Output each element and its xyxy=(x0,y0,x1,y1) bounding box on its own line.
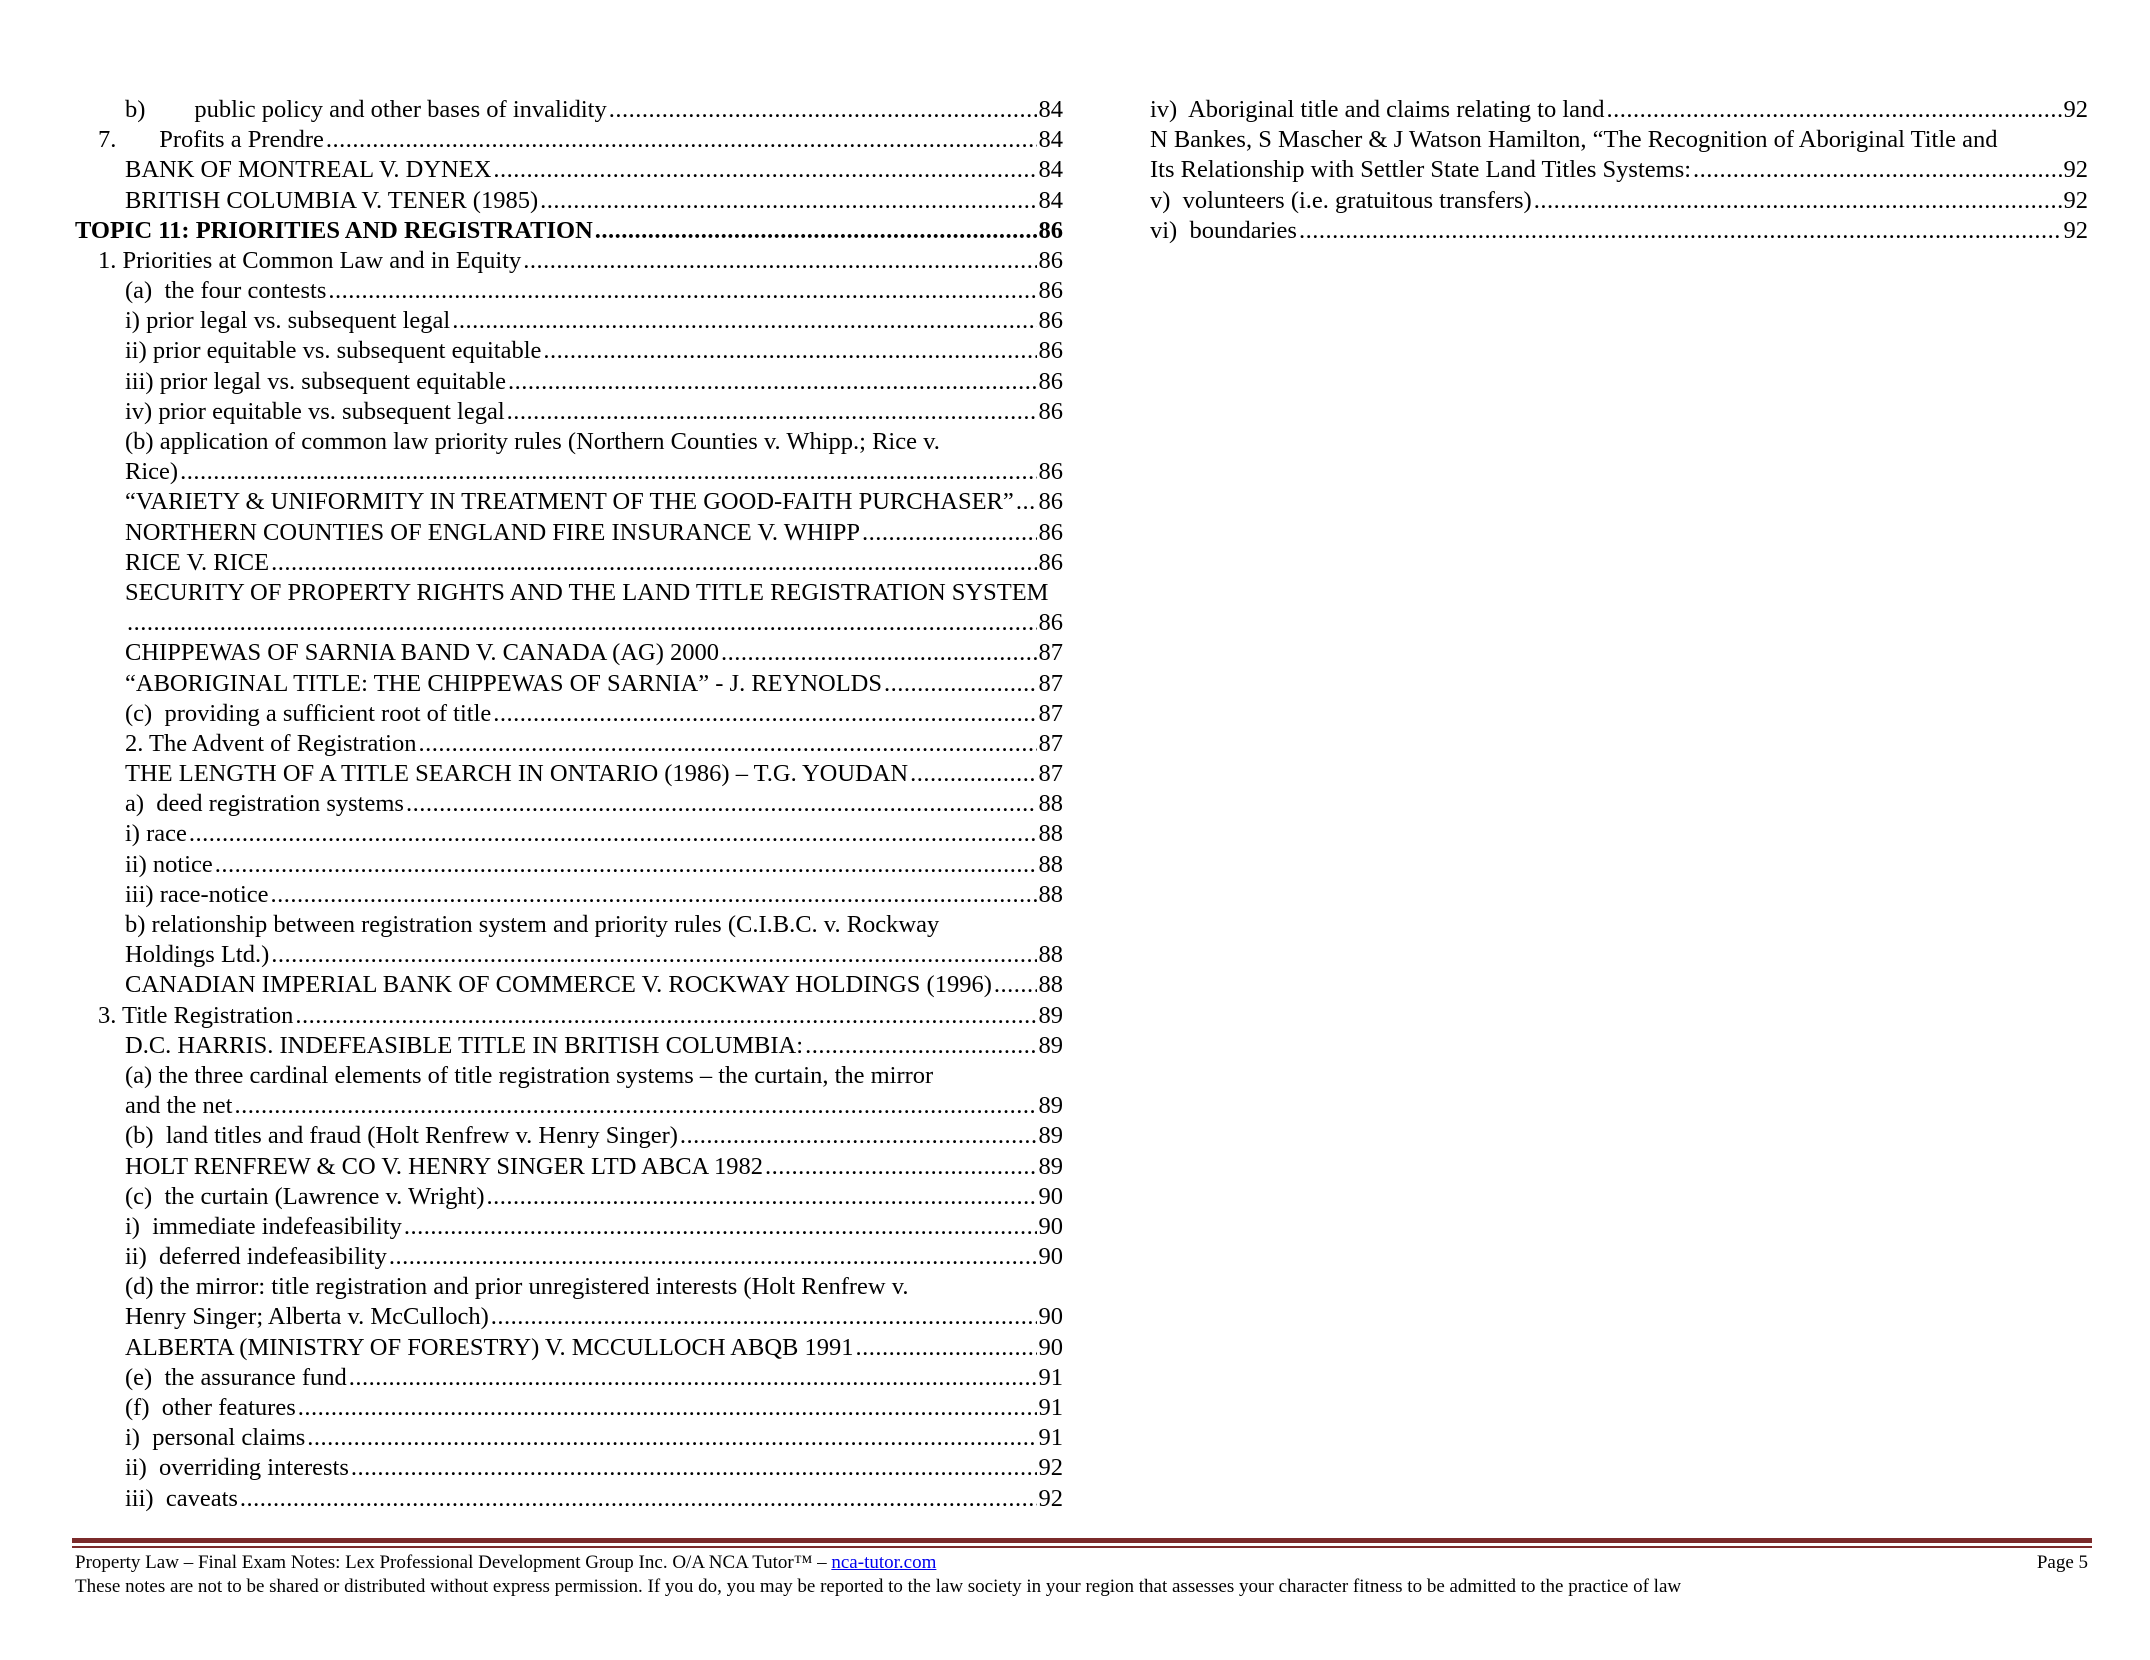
toc-entry-page: 89 xyxy=(1038,1001,1063,1029)
toc-entry-text: N Bankes, S Mascher & J Watson Hamilton, “The Recognition of Aboriginal Title and xyxy=(1150,126,1998,154)
dot-leader xyxy=(351,1453,1037,1483)
dot-leader xyxy=(1607,95,2062,125)
toc-entry-page: 88 xyxy=(1038,971,1063,999)
dot-leader xyxy=(765,1152,1036,1182)
toc-entry-label: i) race xyxy=(125,820,187,848)
dot-leader xyxy=(543,336,1036,366)
toc-entry-page: 86 xyxy=(1038,458,1063,486)
dot-leader xyxy=(389,1242,1037,1272)
toc-entry-page: 89 xyxy=(1038,1031,1063,1059)
dot-leader xyxy=(307,1423,1036,1453)
toc-entry-label: 2. The Advent of Registration xyxy=(125,729,417,757)
dot-leader xyxy=(189,819,1037,849)
toc-entry-page: 86 xyxy=(1038,307,1063,335)
toc-entry-label: THE LENGTH OF A TITLE SEARCH IN ONTARIO (1986) – T.G. YOUDAN xyxy=(125,760,909,788)
dot-leader xyxy=(418,729,1036,759)
dot-leader xyxy=(271,548,1036,578)
toc-entry-label: (a) the four contests xyxy=(125,277,327,305)
toc-entry-page: 86 xyxy=(1038,548,1063,576)
dot-leader xyxy=(680,1121,1037,1151)
toc-entry[interactable] xyxy=(75,276,1063,306)
toc-entry[interactable] xyxy=(75,1423,1063,1453)
toc-entry-label: ii) deferred indefeasibility xyxy=(125,1243,387,1271)
toc-left-column xyxy=(75,95,1063,1514)
toc-entry-label: Henry Singer; Alberta v. McCulloch) xyxy=(125,1303,489,1331)
toc-entry[interactable] xyxy=(75,1212,1063,1242)
dot-leader xyxy=(180,457,1036,487)
toc-entry-label: (e) the assurance fund xyxy=(125,1363,347,1391)
dot-leader xyxy=(884,669,1037,699)
footer-line xyxy=(75,1552,2088,1574)
dot-leader xyxy=(507,397,1037,427)
toc-entry[interactable] xyxy=(75,789,1063,819)
toc-entry-label: (b) land titles and fraud (Holt Renfrew v. Henry Singer) xyxy=(125,1122,678,1150)
toc-entry-page: 89 xyxy=(1038,1092,1063,1120)
toc-entry-label: a) deed registration systems xyxy=(125,790,404,818)
toc-entry[interactable] xyxy=(75,1121,1063,1151)
toc-entry-label: (c) the curtain (Lawrence v. Wright) xyxy=(125,1182,485,1210)
footer-rule-thin xyxy=(72,1546,2092,1548)
toc-entry-page: 89 xyxy=(1038,1122,1063,1150)
toc-entry-page: 88 xyxy=(1038,790,1063,818)
toc-entry-page: 84 xyxy=(1038,186,1063,214)
dot-leader xyxy=(328,276,1036,306)
toc-entry[interactable] xyxy=(75,397,1063,427)
toc-entry[interactable] xyxy=(75,337,1063,367)
toc-entry[interactable] xyxy=(75,759,1063,789)
footer-rule-thick xyxy=(72,1538,2092,1543)
toc-entry[interactable] xyxy=(75,970,1063,1000)
toc-entry-label: and the net xyxy=(125,1092,233,1120)
toc-entry[interactable] xyxy=(75,850,1063,880)
toc-entry-label: ALBERTA (MINISTRY OF FORESTRY) V. MCCULLOCH ABQB 1991 xyxy=(125,1333,854,1361)
footer-title-text: Property Law – Final Exam Notes: Lex Professional Development Group Inc. O/A NCA Tutor™ – xyxy=(75,1552,832,1573)
dot-leader xyxy=(215,850,1037,880)
dot-leader xyxy=(493,155,1036,185)
toc-entry-label: BRITISH COLUMBIA V. TENER (1985) xyxy=(125,186,539,214)
footer-title xyxy=(75,1552,936,1574)
toc-entry-label: v) volunteers (i.e. gratuitous transfers) xyxy=(1150,186,1532,214)
dot-leader xyxy=(491,1302,1037,1332)
toc-entry-page: 87 xyxy=(1038,760,1063,788)
dot-leader xyxy=(493,699,1036,729)
toc-entry-label: i) personal claims xyxy=(125,1424,306,1452)
toc-entry[interactable] xyxy=(75,306,1063,336)
toc-entry[interactable] xyxy=(75,699,1063,729)
toc-entry[interactable] xyxy=(75,457,1063,487)
toc-entry[interactable] xyxy=(75,880,1063,910)
dot-leader xyxy=(1299,216,2062,246)
toc-entry[interactable] xyxy=(75,669,1063,699)
dot-leader xyxy=(856,1333,1037,1363)
toc-entry[interactable] xyxy=(1150,95,2088,125)
toc-entry-page: 86 xyxy=(1038,337,1063,365)
toc-entry-page: 92 xyxy=(2063,95,2088,123)
dot-leader xyxy=(540,186,1036,216)
toc-entry-page: 87 xyxy=(1038,699,1063,727)
toc-entry-page: 88 xyxy=(1038,880,1063,908)
toc-entry-label: vi) boundaries xyxy=(1150,216,1297,244)
toc-entry-text: b) relationship between registration system and priority rules (C.I.B.C. v. Rockway xyxy=(125,911,940,939)
toc-entry-page: 87 xyxy=(1038,639,1063,667)
dot-leader xyxy=(295,1001,1036,1031)
toc-entry[interactable] xyxy=(75,1453,1063,1483)
toc-entry[interactable] xyxy=(75,638,1063,668)
toc-entry-page: 86 xyxy=(1038,518,1063,546)
toc-entry-page: 92 xyxy=(2063,216,2088,244)
toc-entry-label: CHIPPEWAS OF SARNIA BAND V. CANADA (AG) 2000 xyxy=(125,639,719,667)
toc-entry[interactable] xyxy=(75,246,1063,276)
toc-entry-label: Its Relationship with Settler State Land Titles Systems: xyxy=(1150,156,1692,184)
toc-entry[interactable] xyxy=(75,1182,1063,1212)
dot-leader xyxy=(1534,186,2062,216)
toc-entry-page: 92 xyxy=(2063,156,2088,184)
dot-leader xyxy=(595,216,1037,246)
toc-entry[interactable] xyxy=(75,1484,1063,1514)
toc-entry-label: “VARIETY & UNIFORMITY IN TREATMENT OF THE GOOD-FAITH PURCHASER” xyxy=(125,488,1014,516)
toc-entry-label: iii) prior legal vs. subsequent equitable xyxy=(125,367,507,395)
toc-entry-page: 91 xyxy=(1038,1363,1063,1391)
toc-entry-label: b) public policy and other bases of invalidity xyxy=(125,95,607,123)
toc-entry[interactable] xyxy=(75,487,1063,517)
toc-entry-page: 86 xyxy=(1038,246,1063,274)
toc-entry[interactable] xyxy=(75,1333,1063,1363)
dot-leader xyxy=(1016,487,1037,517)
toc-right-column xyxy=(1150,95,2088,246)
toc-entry-page: 92 xyxy=(1038,1454,1063,1482)
toc-entry-page: 89 xyxy=(1038,1152,1063,1180)
dot-leader xyxy=(609,95,1037,125)
dot-leader xyxy=(805,1031,1036,1061)
toc-entry-text: (d) the mirror: title registration and prior unregistered interests (Holt Renfrew v. xyxy=(125,1273,909,1301)
toc-entry-page: 88 xyxy=(1038,820,1063,848)
toc-entry-text: (b) application of common law priority rules (Northern Counties v. Whipp.; Rice v. xyxy=(125,428,940,456)
footer-link[interactable]: nca-tutor.com xyxy=(831,1552,937,1573)
toc-entry-label: 3. Title Registration xyxy=(98,1001,294,1029)
toc-entry[interactable] xyxy=(75,186,1063,216)
toc-entry-label: Rice) xyxy=(125,458,179,486)
toc-entry[interactable] xyxy=(75,125,1063,155)
toc-entry-label: iii) race-notice xyxy=(125,880,269,908)
toc-entry-label: D.C. HARRIS. INDEFEASIBLE TITLE IN BRITISH COLUMBIA: xyxy=(125,1031,804,1059)
toc-entry[interactable] xyxy=(75,820,1063,850)
toc-entry-page: 88 xyxy=(1038,850,1063,878)
dot-leader xyxy=(240,1484,1037,1514)
dot-leader xyxy=(523,246,1036,276)
toc-entry-label: ii) prior equitable vs. subsequent equitable xyxy=(125,337,542,365)
toc-entry-label: “ABORIGINAL TITLE: THE CHIPPEWAS OF SARNIA” - J. REYNOLDS xyxy=(125,669,882,697)
dot-leader xyxy=(508,367,1036,397)
dot-leader xyxy=(406,789,1037,819)
dot-leader xyxy=(235,1091,1037,1121)
toc-entry-page: 87 xyxy=(1038,729,1063,757)
toc-entry[interactable] xyxy=(75,940,1063,970)
toc-entry[interactable] xyxy=(75,1031,1063,1061)
toc-entry-text: (a) the three cardinal elements of title registration systems – the curtain, the mirror xyxy=(125,1062,934,1089)
toc-entry-page: 86 xyxy=(1038,397,1063,425)
toc-entry-page: 88 xyxy=(1038,941,1063,969)
toc-entry-page: 84 xyxy=(1038,156,1063,184)
toc-entry-label: i) immediate indefeasibility xyxy=(125,1212,402,1240)
toc-entry-label: (c) providing a sufficient root of title xyxy=(125,699,492,727)
dot-leader xyxy=(910,759,1036,789)
toc-entry-label: ii) overriding interests xyxy=(125,1454,349,1482)
dot-leader xyxy=(326,125,1037,155)
toc-entry-page: 86 xyxy=(1038,488,1063,516)
toc-entry[interactable] xyxy=(75,1001,1063,1031)
toc-entry-label: CANADIAN IMPERIAL BANK OF COMMERCE V. ROCKWAY HOLDINGS (1996) xyxy=(125,971,992,999)
page-number: Page 5 xyxy=(2036,1552,2088,1573)
toc-entry-label: Holdings Ltd.) xyxy=(125,941,270,969)
dot-leader xyxy=(404,1212,1037,1242)
toc-entry-label: (f) other features xyxy=(125,1394,296,1422)
toc-entry-page: 91 xyxy=(1038,1424,1063,1452)
toc-entry[interactable] xyxy=(75,155,1063,185)
dot-leader xyxy=(994,970,1037,1000)
toc-entry-label: i) prior legal vs. subsequent legal xyxy=(125,307,451,335)
toc-entry-label: RICE V. RICE xyxy=(125,548,270,576)
footer-disclaimer: These notes are not to be shared or distributed without express permission. If you do, you may be reported to the law society in your region that assesses your character fitness to be admitted to the practice of law xyxy=(75,1576,1682,1597)
dot-leader xyxy=(271,940,1036,970)
toc-entry-page: 84 xyxy=(1038,126,1063,154)
toc-entry[interactable] xyxy=(75,1363,1063,1393)
toc-entry-label: iii) caveats xyxy=(125,1484,238,1512)
dot-leader xyxy=(487,1182,1037,1212)
toc-entry[interactable] xyxy=(75,216,1063,246)
toc-entry-label: NORTHERN COUNTIES OF ENGLAND FIRE INSURANCE V. WHIPP xyxy=(125,518,860,546)
dot-leader xyxy=(721,638,1037,668)
toc-entry-page: 86 xyxy=(1038,277,1063,305)
toc-entry[interactable] xyxy=(1150,186,2088,216)
toc-entry[interactable] xyxy=(75,729,1063,759)
toc-entry[interactable] xyxy=(75,367,1063,397)
toc-entry-page: 84 xyxy=(1038,95,1063,123)
toc-entry[interactable] xyxy=(75,1393,1063,1423)
toc-entry-page: 86 xyxy=(1038,367,1063,395)
dot-leader xyxy=(862,518,1037,548)
toc-entry-label: 7. Profits a Prendre xyxy=(98,126,324,154)
toc-entry-page: 92 xyxy=(2063,186,2088,214)
toc-entry-page: 90 xyxy=(1038,1182,1063,1210)
toc-entry-page: 90 xyxy=(1038,1243,1063,1271)
toc-entry[interactable] xyxy=(75,95,1063,125)
toc-entry-page: 90 xyxy=(1038,1303,1063,1331)
toc-entry-page: 91 xyxy=(1038,1394,1063,1422)
toc-entry-label: HOLT RENFREW & CO V. HENRY SINGER LTD ABCA 1982 xyxy=(125,1152,764,1180)
dot-leader xyxy=(1693,155,2061,185)
dot-leader xyxy=(349,1363,1037,1393)
toc-entry-label: iv) Aboriginal title and claims relating to land xyxy=(1150,95,1605,123)
toc-entry-page: 86 xyxy=(1038,609,1063,637)
toc-entry[interactable] xyxy=(1150,216,2088,246)
toc-entry-page: 90 xyxy=(1038,1333,1063,1361)
dot-leader xyxy=(298,1393,1037,1423)
toc-entry[interactable] xyxy=(75,1242,1063,1272)
toc-entry-page: 87 xyxy=(1038,669,1063,697)
toc-entry[interactable] xyxy=(1150,155,2088,185)
toc-entry[interactable] xyxy=(75,608,1063,638)
dot-leader xyxy=(452,306,1036,336)
toc-entry-label: TOPIC 11: PRIORITIES AND REGISTRATION xyxy=(75,216,593,244)
toc-entry-page: 90 xyxy=(1038,1212,1063,1240)
toc-entry-label: BANK OF MONTREAL V. DYNEX xyxy=(125,156,492,184)
toc-entry-page: 92 xyxy=(1038,1484,1063,1512)
toc-entry[interactable] xyxy=(75,518,1063,548)
dot-leader xyxy=(271,880,1037,910)
toc-entry-label: 1. Priorities at Common Law and in Equity xyxy=(98,246,522,274)
toc-entry[interactable] xyxy=(75,548,1063,578)
toc-entry-text: SECURITY OF PROPERTY RIGHTS AND THE LAND TITLE REGISTRATION SYSTEM xyxy=(125,579,1049,606)
toc-entry-label: iv) prior equitable vs. subsequent legal xyxy=(125,397,505,425)
toc-entry[interactable] xyxy=(75,1091,1063,1121)
toc-entry[interactable] xyxy=(75,1303,1063,1333)
toc-entry-label: ii) notice xyxy=(125,850,213,878)
toc-entry[interactable] xyxy=(75,1152,1063,1182)
dot-leader xyxy=(127,608,1037,638)
toc-entry-page: 86 xyxy=(1038,216,1063,244)
